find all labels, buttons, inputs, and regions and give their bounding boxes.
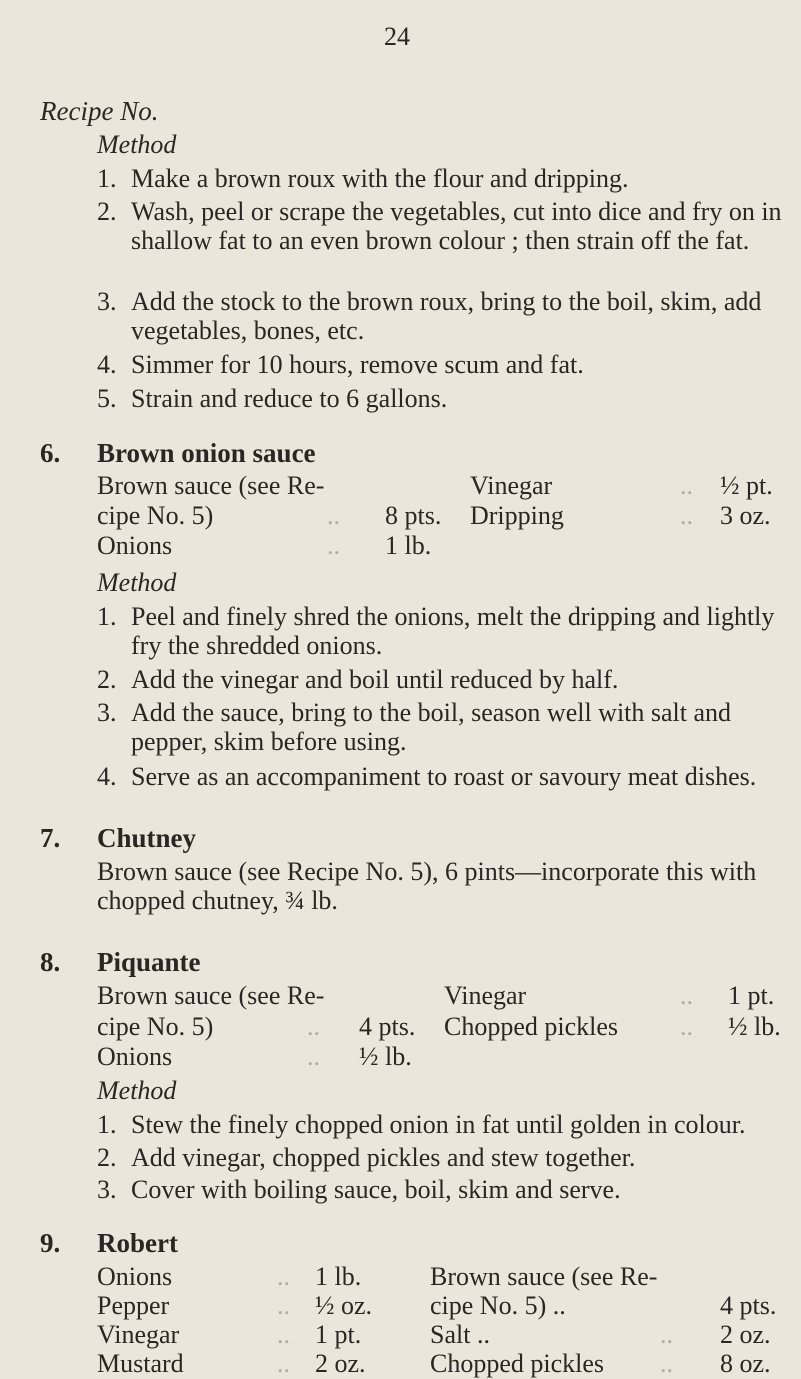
section-number: 9. <box>40 1228 61 1258</box>
method-step: 4. Serve as an accompaniment to roast or savoury meat dishes. <box>97 762 757 791</box>
method-label: Method <box>97 568 177 597</box>
method-label: Method <box>97 130 177 159</box>
method-step: 2. Wash, peel or scrape the vegetables, cut into dice and fry on in shallow fat to an even brown colour ; then strain off the fat. <box>97 197 782 255</box>
method-step: 4. Simmer for 10 hours, remove scum and fat. <box>97 350 584 379</box>
section-number: 6. <box>40 438 61 468</box>
recipe-no-heading: Recipe No. <box>40 96 159 126</box>
method-step: 5. Strain and reduce to 6 gallons. <box>97 384 448 413</box>
method-step: 3. Cover with boiling sauce, boil, skim and serve. <box>97 1175 621 1204</box>
method-step: 2. Add vinegar, chopped pickles and stew together. <box>97 1143 636 1172</box>
method-step: 3. Add the sauce, bring to the boil, season well with salt and pepper, skim before using. <box>97 698 732 756</box>
method-step: 1. Peel and finely shred the onions, melt the dripping and lightly fry the shredded onions. <box>97 602 775 660</box>
section-number: 7. <box>40 823 61 853</box>
section-title: Chutney <box>97 823 197 853</box>
section-number: 8. <box>40 947 61 977</box>
method-step: 3. Add the stock to the brown roux, bring to the boil, skim, add vegetables, bones, etc. <box>97 287 762 345</box>
section-title: Robert <box>97 1228 178 1258</box>
chutney-text: Brown sauce (see Recipe No. 5), 6 pints—incorporate this with chopped chutney, ¾ lb. <box>97 857 757 915</box>
method-step: 2. Add the vinegar and boil until reduced by half. <box>97 665 619 694</box>
method-label: Method <box>97 1076 177 1105</box>
section-title: Piquante <box>97 947 201 977</box>
page-number: 24 <box>384 22 410 51</box>
method-step: 1. Make a brown roux with the flour and dripping. <box>97 164 629 193</box>
section-title: Brown onion sauce <box>97 438 316 468</box>
method-step: 1. Stew the finely chopped onion in fat until golden in colour. <box>97 1110 746 1139</box>
